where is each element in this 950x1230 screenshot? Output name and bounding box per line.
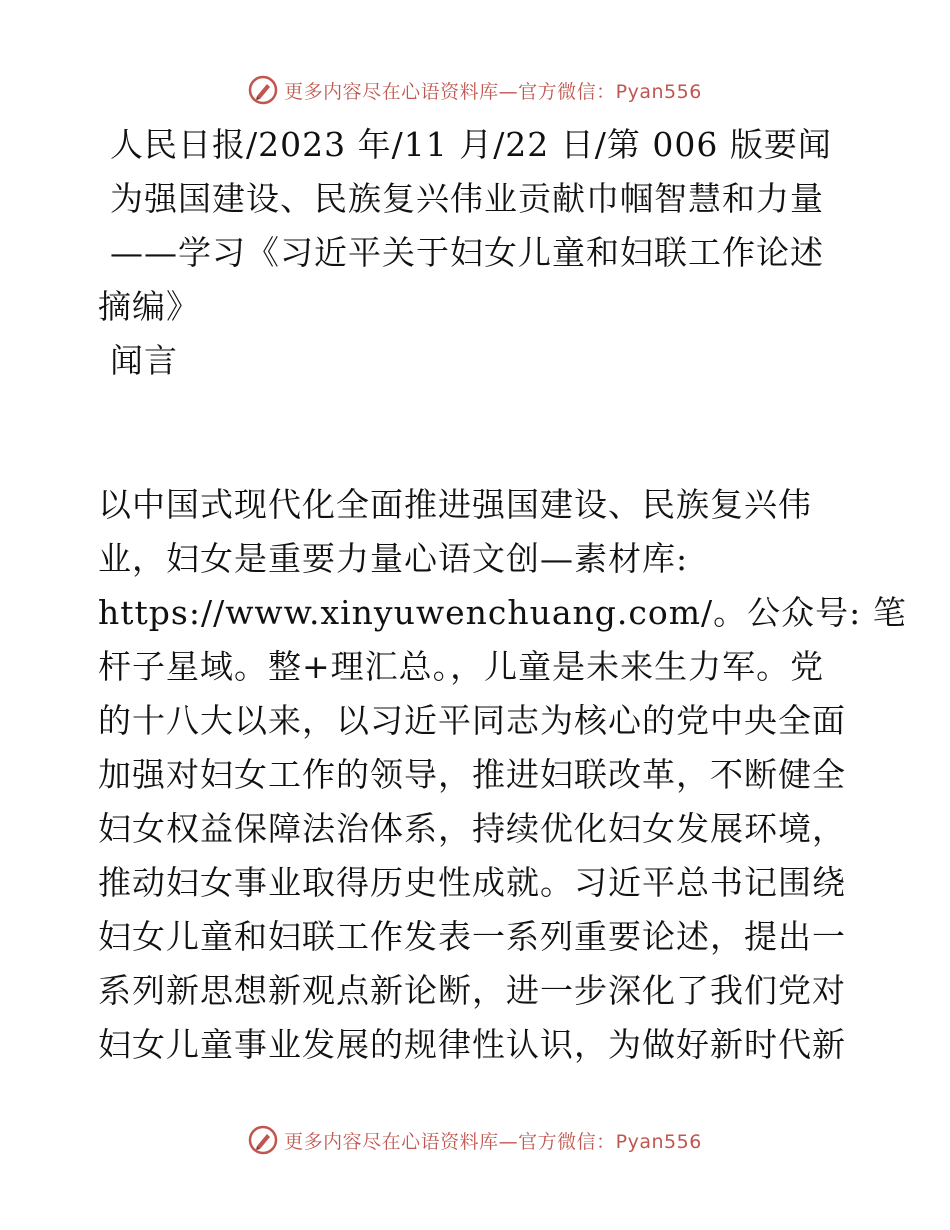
dateline: 人民日报/2023 年/11 月/22 日/第 006 版要闻	[110, 125, 832, 164]
body-line: https://www.xinyuwenchuang.com/。公众号: 笔	[98, 593, 907, 632]
body-line: 妇女儿童事业发展的规律性认识，为做好新时代新	[98, 1025, 846, 1064]
article-subtitle-line2: 摘编》	[98, 287, 200, 326]
article-title: 为强国建设、民族复兴伟业贡献巾帼智慧和力量	[110, 179, 824, 218]
body-line: 加强对妇女工作的领导，推进妇联改革，不断健全	[98, 755, 846, 794]
watermark-text: 更多内容尽在心语资料库—官方微信：Pyan556	[284, 80, 702, 103]
body-line: 妇女儿童和妇联工作发表一系列重要论述，提出一	[98, 917, 846, 956]
footer-watermark	[0, 1120, 950, 1160]
pen-logo-icon	[248, 1125, 278, 1155]
body-line: 以中国式现代化全面推进强国建设、民族复兴伟	[98, 485, 812, 524]
header-watermark	[0, 70, 950, 110]
body-line: 推动妇女事业取得历史性成就。习近平总书记围绕	[98, 863, 846, 902]
body-line: 的十八大以来，以习近平同志为核心的党中央全面	[98, 701, 846, 740]
article-body	[98, 478, 907, 1072]
body-line: 系列新思想新观点新论断，进一步深化了我们党对	[98, 971, 846, 1010]
watermark-text: 更多内容尽在心语资料库—官方微信：Pyan556	[284, 1130, 702, 1153]
body-line: 杆子星域。整+理汇总。，儿童是未来生力军。党	[98, 647, 825, 686]
pen-logo-icon	[248, 75, 278, 105]
body-line: 业，妇女是重要力量心语文创—素材库:	[98, 539, 689, 578]
section-label: 闻言	[110, 341, 178, 380]
body-line: 妇女权益保障法治体系，持续优化妇女发展环境，	[98, 809, 846, 848]
article-header	[98, 118, 858, 388]
article-subtitle-line1: ——学习《习近平关于妇女儿童和妇联工作论述	[110, 233, 824, 272]
